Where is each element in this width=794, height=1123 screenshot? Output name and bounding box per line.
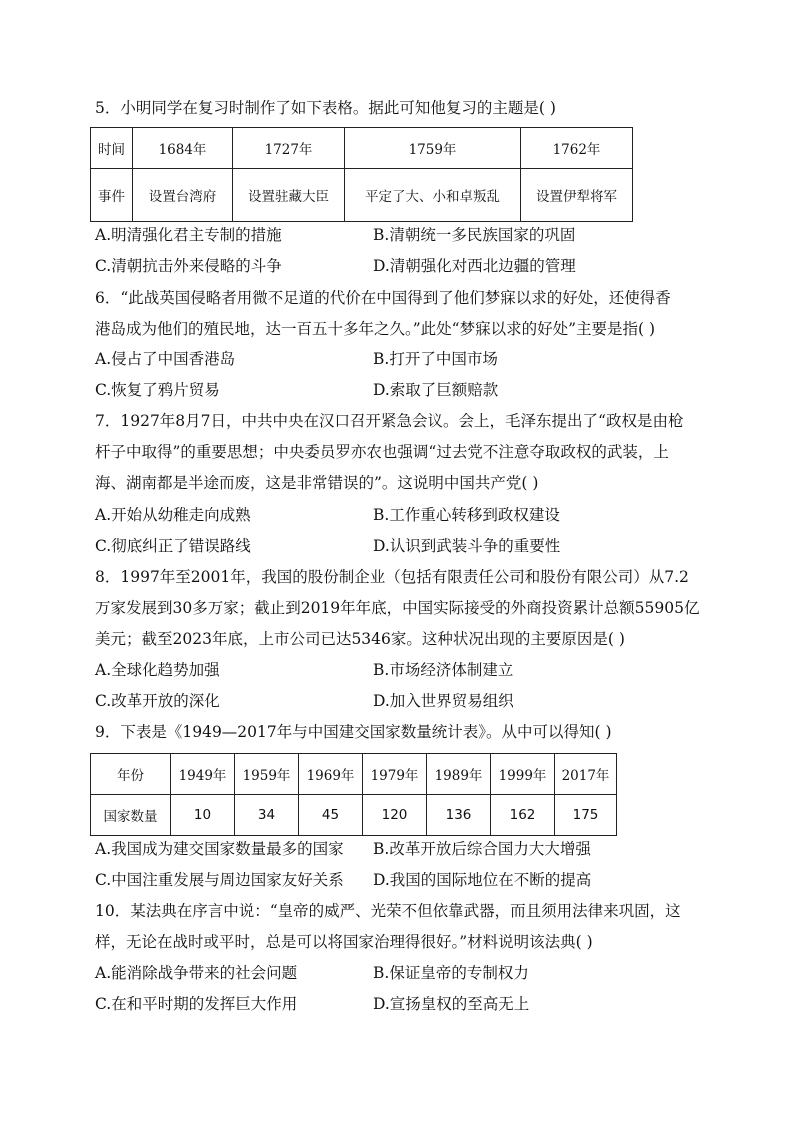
q9-year-cell: 1959年 [235, 754, 299, 795]
q9-count-cell: 162 [491, 795, 555, 836]
q9-year-cell: 1969年 [299, 754, 363, 795]
q6-option-d[interactable]: D.索取了巨额赔款 [373, 381, 499, 399]
q9-table [90, 753, 617, 836]
q10-option-d[interactable]: D.宣扬皇权的至高无上 [373, 995, 530, 1013]
q9-count-cell: 45 [299, 795, 363, 836]
q9-year-cell: 1949年 [171, 754, 235, 795]
q6-option-b[interactable]: B.打开了中国市场 [373, 350, 498, 368]
q7-option-a[interactable]: A.开始从幼稚走向成熟 [95, 506, 251, 524]
q8-option-c[interactable]: C.改革开放的深化 [95, 692, 220, 710]
q9-option-b[interactable]: B.改革开放后综合国力大大增强 [373, 840, 591, 858]
q5-event-cell: 设置伊犁将军 [521, 169, 633, 222]
q9-count-cell: 10 [171, 795, 235, 836]
q5-year-cell: 1762年 [521, 128, 633, 169]
q7-stem-line: 海、湖南都是半途而废，这是非常错误的”。这说明中国共产党( ) [95, 474, 539, 492]
q5-option-c[interactable]: C.清朝抗击外来侵略的斗争 [95, 257, 282, 275]
q8-option-a[interactable]: A.全球化趋势加强 [95, 661, 220, 679]
q8-stem-line: 美元；截至2023年底，上市公司已达5346家。这种状况出现的主要原因是( ) [95, 630, 625, 648]
q9-count-cell: 34 [235, 795, 299, 836]
q5-table [90, 127, 633, 222]
q5-year-cell: 1759年 [345, 128, 521, 169]
q9-header-cell: 国家数量 [91, 795, 171, 836]
q9-year-cell: 1989年 [427, 754, 491, 795]
q5-event-cell: 平定了大、小和卓叛乱 [345, 169, 521, 222]
q5-option-a[interactable]: A.明清强化君主专制的措施 [95, 226, 282, 244]
q5-stem: 5．小明同学在复习时制作了如下表格。据此可知他复习的主题是( ) [95, 99, 556, 117]
q6-stem-line: 港岛成为他们的殖民地，达一百五十多年之久。”此处“梦寐以求的好处”主要是指( ) [95, 320, 656, 338]
q5-header-cell: 时间 [91, 128, 133, 169]
q9-year-cell: 1979年 [363, 754, 427, 795]
q8-option-b[interactable]: B.市场经济体制建立 [373, 661, 514, 679]
q5-table-row-event [91, 169, 633, 222]
q9-table-row-count [91, 795, 617, 836]
q5-option-d[interactable]: D.清朝强化对西北边疆的管理 [373, 257, 576, 275]
q8-stem-line: 万家发展到30多万家；截止到2019年年底，中国实际接受的外商投资累计总额55905亿 [95, 599, 700, 617]
q5-option-b[interactable]: B.清朝统一多民族国家的巩固 [373, 226, 576, 244]
q9-stem: 9．下表是《1949—2017年与中国建交国家数量统计表》。从中可以得知( ) [95, 723, 612, 741]
q5-table-row-time [91, 128, 633, 169]
q5-year-cell: 1727年 [233, 128, 345, 169]
q6-option-c[interactable]: C.恢复了鸦片贸易 [95, 381, 220, 399]
q7-option-b[interactable]: B.工作重心转移到政权建设 [373, 506, 560, 524]
q6-option-a[interactable]: A.侵占了中国香港岛 [95, 350, 236, 368]
q10-stem-line: 样，无论在战时或平时，总是可以将国家治理得很好。”材料说明该法典( ) [95, 933, 593, 951]
q9-option-a[interactable]: A.我国成为建交国家数量最多的国家 [95, 840, 344, 858]
q9-count-cell: 120 [363, 795, 427, 836]
q9-option-c[interactable]: C.中国注重发展与周边国家友好关系 [95, 871, 344, 889]
q5-header-cell: 事件 [91, 169, 133, 222]
q7-stem-line: 7．1927年8月7日，中共中央在汉口召开紧急会议。会上，毛泽东提出了“政权是由枪 [95, 412, 684, 430]
q5-event-cell: 设置驻藏大臣 [233, 169, 345, 222]
q9-header-cell: 年份 [91, 754, 171, 795]
q7-option-c[interactable]: C.彻底纠正了错误路线 [95, 537, 251, 555]
q7-option-d[interactable]: D.认识到武装斗争的重要性 [373, 537, 561, 555]
q9-count-cell: 136 [427, 795, 491, 836]
q10-stem-line: 10．某法典在序言中说：“皇帝的威严、光荣不但依靠武器，而且须用法律来巩固，这 [95, 902, 681, 920]
q5-event-cell: 设置台湾府 [133, 169, 233, 222]
q8-option-d[interactable]: D.加入世界贸易组织 [373, 692, 514, 710]
q8-stem-line: 8．1997年至2001年，我国的股份制企业（包括有限责任公司和股份有限公司）从7.2 [95, 568, 689, 586]
q9-count-cell: 175 [555, 795, 617, 836]
q10-option-b[interactable]: B.保证皇帝的专制权力 [373, 964, 529, 982]
q10-option-c[interactable]: C.在和平时期的发挥巨大作用 [95, 995, 298, 1013]
q5-year-cell: 1684年 [133, 128, 233, 169]
q9-table-row-year [91, 754, 617, 795]
q6-stem-line: 6．“此战英国侵略者用微不足道的代价在中国得到了他们梦寐以求的好处，还使得香 [95, 289, 671, 307]
q7-stem-line: 杆子中取得”的重要思想；中央委员罗亦农也强调“过去党不注意夺取政权的武装，上 [95, 443, 669, 461]
q10-option-a[interactable]: A.能消除战争带来的社会问题 [95, 964, 298, 982]
q9-year-cell: 1999年 [491, 754, 555, 795]
q9-option-d[interactable]: D.我国的国际地位在不断的提高 [373, 871, 592, 889]
q9-year-cell: 2017年 [555, 754, 617, 795]
